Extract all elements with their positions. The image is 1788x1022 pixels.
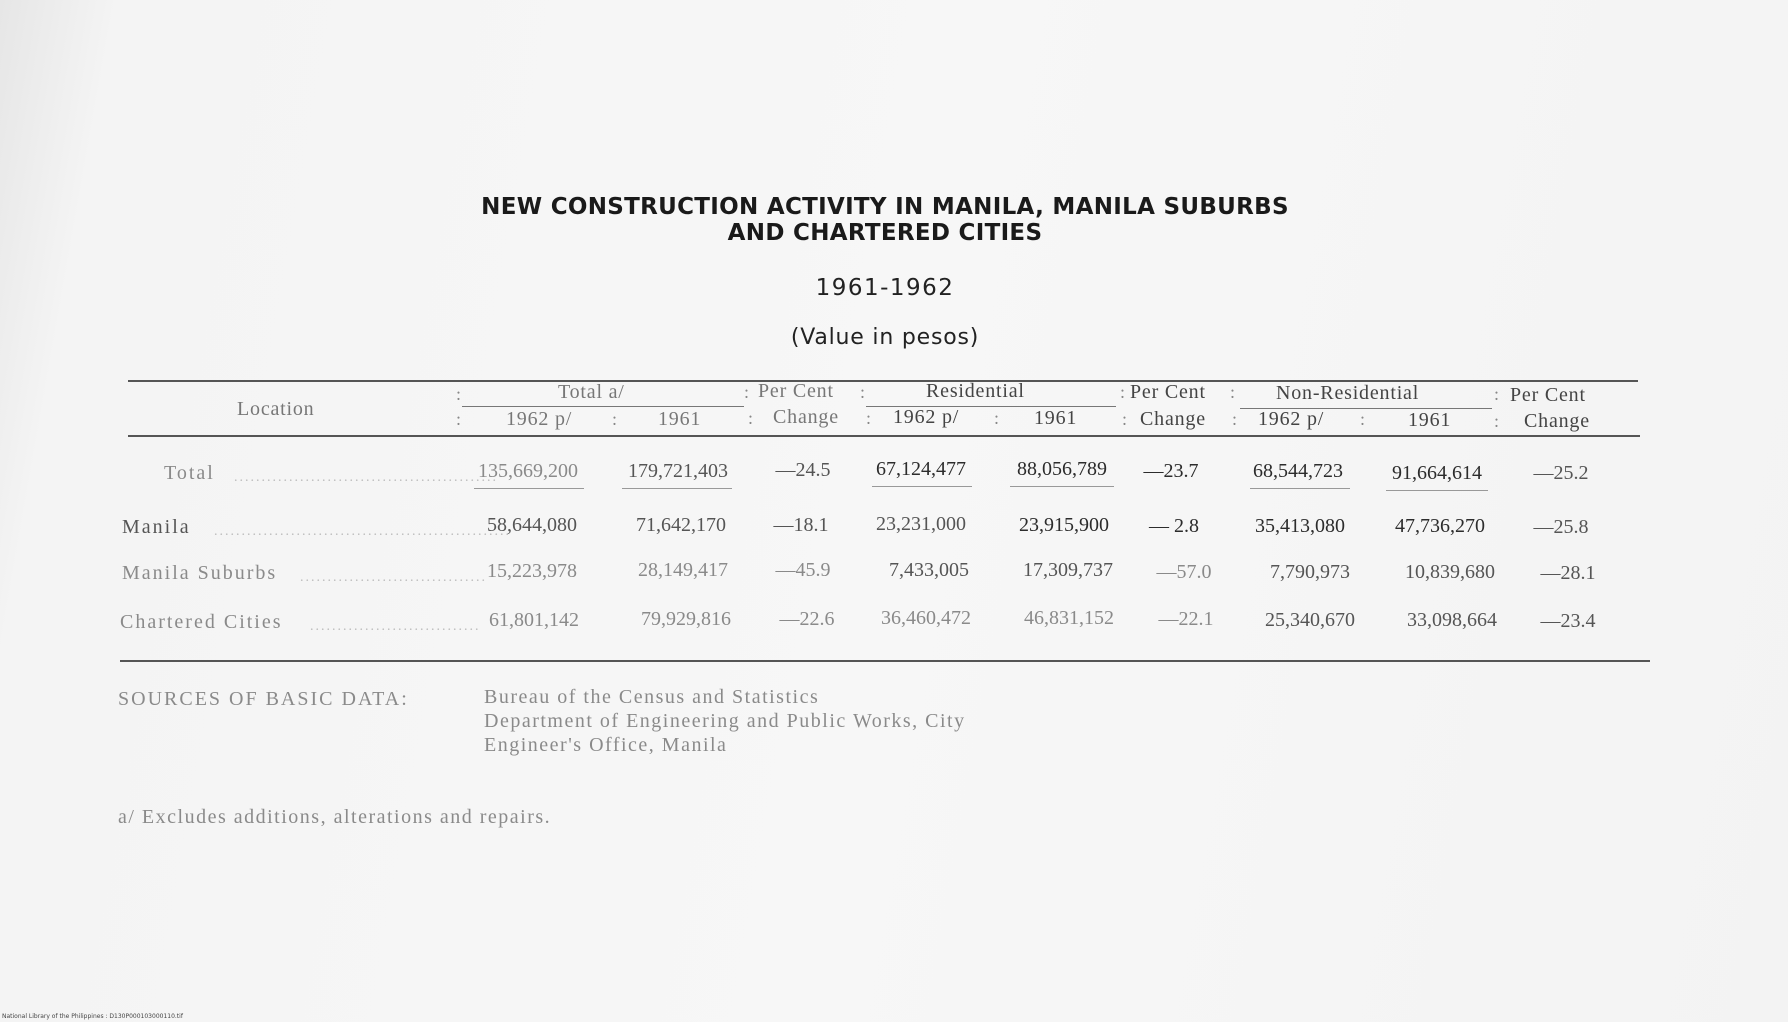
header-colon: : xyxy=(744,382,750,402)
table-header-rule xyxy=(128,435,1640,437)
total-underline xyxy=(622,488,732,489)
header-total-1961: 1961 xyxy=(658,408,702,430)
header-per-cent-non-residential: Per Cent xyxy=(1510,384,1586,406)
table-cell: 7,433,005 xyxy=(889,559,969,581)
header-colon: : xyxy=(456,409,462,429)
leader-dots: ............................... xyxy=(310,619,481,634)
table-cell: 35,413,080 xyxy=(1255,515,1345,537)
table-cell: 23,231,000 xyxy=(876,513,966,535)
total-underline xyxy=(1250,488,1350,489)
total-group-rule xyxy=(462,406,744,407)
table-cell: 91,664,614 xyxy=(1392,462,1482,484)
header-colon: : xyxy=(1494,384,1500,404)
table-cell: —23.7 xyxy=(1143,460,1199,482)
table-bottom-rule xyxy=(120,660,1650,662)
sources-line-2: Department of Engineering and Public Works, City xyxy=(484,710,966,732)
header-colon: : xyxy=(456,384,462,404)
table-cell: 47,736,270 xyxy=(1395,515,1485,537)
table-cell: 79,929,816 xyxy=(641,608,731,630)
header-residential-1962: 1962 p/ xyxy=(893,406,960,428)
table-cell: 36,460,472 xyxy=(881,607,971,629)
footnote: a/ Excludes additions, alterations and repairs. xyxy=(118,806,552,828)
header-residential: Residential xyxy=(926,380,1025,402)
total-underline xyxy=(1010,486,1114,487)
table-cell: 28,149,417 xyxy=(638,559,728,581)
header-per-cent-total: Per Cent xyxy=(758,380,834,402)
header-total-1962: 1962 p/ xyxy=(506,408,573,430)
leader-dots: .................................. xyxy=(300,570,487,585)
table-cell: — 2.8 xyxy=(1149,515,1199,537)
sources-label: SOURCES OF BASIC DATA: xyxy=(118,688,409,710)
leader-dots: ...................................................... xyxy=(214,524,511,539)
sources-line-3: Engineer's Office, Manila xyxy=(484,734,728,756)
table-cell: —18.1 xyxy=(773,514,829,536)
total-underline xyxy=(1386,490,1488,491)
header-change-residential: Change xyxy=(1140,408,1206,430)
table-cell: —23.4 xyxy=(1540,610,1596,632)
table-cell: 61,801,142 xyxy=(489,609,579,631)
table-cell: —22.6 xyxy=(779,608,835,630)
table-cell: 7,790,973 xyxy=(1270,561,1350,583)
table-cell: 88,056,789 xyxy=(1017,458,1107,480)
table-cell: 17,309,737 xyxy=(1023,559,1113,581)
header-colon: : xyxy=(612,409,618,429)
header-non-residential-1961: 1961 xyxy=(1408,409,1452,431)
header-change-non-residential: Change xyxy=(1524,410,1590,432)
table-cell: —45.9 xyxy=(775,559,831,581)
table-cell: 135,669,200 xyxy=(478,460,578,482)
table-cell: —57.0 xyxy=(1156,561,1212,583)
header-location: Location xyxy=(237,398,315,420)
leader-dots: ................................................ xyxy=(234,470,498,485)
table-cell: 71,642,170 xyxy=(636,514,726,536)
table-cell: —25.8 xyxy=(1533,516,1589,538)
table-cell: 67,124,477 xyxy=(876,458,966,480)
table-cell: —25.2 xyxy=(1533,462,1589,484)
table-cell: 33,098,664 xyxy=(1407,609,1497,631)
year-range: 1961-1962 xyxy=(815,275,955,301)
header-colon: : xyxy=(866,408,872,428)
table-cell: —28.1 xyxy=(1540,562,1596,584)
table-cell: 15,223,978 xyxy=(487,560,577,582)
total-underline xyxy=(474,488,584,489)
header-colon: : xyxy=(748,408,754,428)
sources-line-1: Bureau of the Census and Statistics xyxy=(484,686,820,708)
total-underline xyxy=(872,486,972,487)
row-label-manila-suburbs: Manila Suburbs xyxy=(122,562,278,584)
table-cell: 25,340,670 xyxy=(1265,609,1355,631)
table-cell: 68,544,723 xyxy=(1253,460,1343,482)
page-title xyxy=(0,194,1770,246)
header-per-cent-residential: Per Cent xyxy=(1130,381,1206,403)
header-total: Total a/ xyxy=(558,381,625,403)
header-colon: : xyxy=(1360,409,1366,429)
scan-credit: National Library of the Philippines : D130P000103000110.tif xyxy=(2,1013,183,1020)
header-colon: : xyxy=(1494,411,1500,431)
table-cell: 58,644,080 xyxy=(487,514,577,536)
header-change-total: Change xyxy=(773,406,839,428)
header-colon: : xyxy=(1122,409,1128,429)
header-colon: : xyxy=(1120,382,1126,402)
header-colon: : xyxy=(860,382,866,402)
table-cell: 10,839,680 xyxy=(1405,561,1495,583)
table-cell: 46,831,152 xyxy=(1024,607,1114,629)
header-residential-1961: 1961 xyxy=(1034,407,1078,429)
table-cell: —24.5 xyxy=(775,459,831,481)
title-line-2: AND CHARTERED CITIES xyxy=(727,220,1043,246)
table-cell: —22.1 xyxy=(1158,608,1214,630)
row-label-manila: Manila xyxy=(122,516,191,538)
header-non-residential: Non-Residential xyxy=(1276,382,1420,404)
header-colon: : xyxy=(1232,409,1238,429)
header-non-residential-1962: 1962 p/ xyxy=(1258,408,1325,430)
header-colon: : xyxy=(994,408,1000,428)
unit-note: (Value in pesos) xyxy=(790,325,980,350)
row-label-total: Total xyxy=(164,462,215,484)
title-line-1: NEW CONSTRUCTION ACTIVITY IN MANILA, MANILA SUBURBS xyxy=(481,194,1289,220)
table-cell: 179,721,403 xyxy=(628,460,728,482)
header-colon: : xyxy=(1230,382,1236,402)
row-label-chartered-cities: Chartered Cities xyxy=(120,611,283,633)
table-cell: 23,915,900 xyxy=(1019,514,1109,536)
